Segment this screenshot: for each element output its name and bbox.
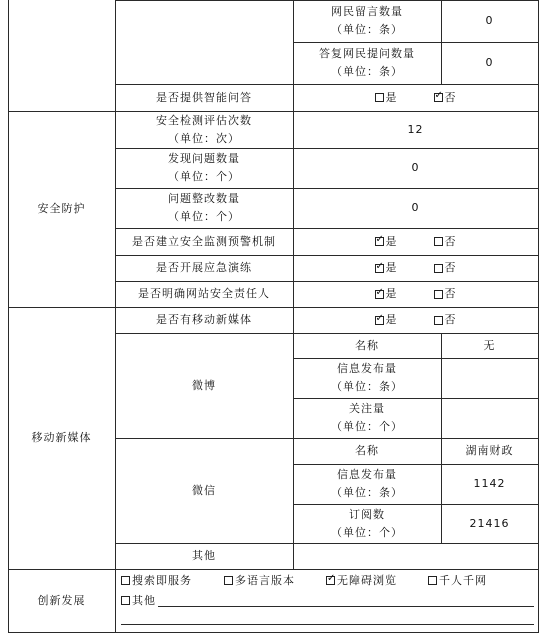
option-other[interactable]: 其他 xyxy=(121,592,156,608)
security-section-title: 安全防护 xyxy=(37,202,86,215)
option-personalized[interactable]: 千人千网 xyxy=(428,572,487,588)
innovation-section-title: 创新发展 xyxy=(37,593,86,607)
checked-checkbox-icon xyxy=(375,237,384,246)
option-search-service[interactable]: 搜索即服务 xyxy=(121,572,192,588)
checkbox-icon xyxy=(224,576,233,585)
drill-yes[interactable]: ✓ 是 xyxy=(375,259,398,277)
assess-label: 安全检测评估次数 （单位：次） xyxy=(156,113,252,145)
weibo-follow-value xyxy=(441,398,538,438)
mobile-other-label: 其他 xyxy=(192,549,216,562)
weibo-posts-label: 信息发布量 （单位：条） xyxy=(331,362,403,393)
comment-count-label: 网民留言数量 （单位：条） xyxy=(331,5,403,36)
checkbox-icon xyxy=(375,93,384,102)
mobile-has-yes[interactable]: ✓ 是 xyxy=(375,311,398,329)
smart-qa-no[interactable]: ✓ 否 xyxy=(434,89,457,107)
wechat-sub-label: 订阅数 （单位：个） xyxy=(331,507,403,539)
owner-options xyxy=(293,281,538,307)
wechat-label: 微信 xyxy=(192,483,216,497)
smart-qa-options xyxy=(293,84,538,111)
wechat-posts-label: 信息发布量 （单位：条） xyxy=(331,468,403,499)
drill-options xyxy=(293,255,538,281)
wechat-posts-value: 1142 xyxy=(473,477,506,490)
checked-checkbox-icon xyxy=(375,316,384,325)
mobile-section-title: 移动新媒体 xyxy=(31,431,92,444)
weibo-posts-value xyxy=(441,358,538,398)
mobile-has-no[interactable]: 否 xyxy=(434,311,457,329)
checked-checkbox-icon xyxy=(434,93,443,102)
checkbox-icon xyxy=(434,316,443,325)
option-accessibility[interactable]: ✓ 无障碍浏览 xyxy=(326,572,397,588)
wechat-name-value: 湖南财政 xyxy=(465,444,514,457)
mobile-has-options xyxy=(293,307,538,333)
warning-label: 是否建立安全监测预警机制 xyxy=(132,234,276,248)
found-label: 发现问题数量 （单位：个） xyxy=(168,152,240,183)
reply-count-value: 0 xyxy=(485,56,494,69)
warning-options xyxy=(293,228,538,255)
weibo-label: 微博 xyxy=(192,378,216,392)
checkbox-icon xyxy=(428,576,437,585)
fixed-label: 问题整改数量 （单位：个） xyxy=(168,192,240,223)
option-multilingual[interactable]: 多语言版本 xyxy=(224,572,295,588)
checkbox-icon xyxy=(434,290,443,299)
checkbox-icon xyxy=(434,237,443,246)
found-value: 0 xyxy=(411,161,420,174)
fixed-value: 0 xyxy=(411,201,420,214)
checkbox-icon xyxy=(121,596,130,605)
warning-no[interactable]: 否 xyxy=(434,233,457,251)
assess-value: 12 xyxy=(407,122,424,136)
reply-count-label: 答复网民提问数量 （单位：条） xyxy=(319,47,415,78)
owner-label: 是否明确网站安全责任人 xyxy=(138,287,270,300)
mobile-has-label: 是否有移动新媒体 xyxy=(156,313,252,326)
owner-no[interactable]: 否 xyxy=(434,285,457,303)
smart-qa-yes[interactable]: 是 xyxy=(375,89,398,107)
weibo-name-label: 名称 xyxy=(355,338,379,352)
weibo-follow-label: 关注量 （单位：个） xyxy=(331,402,403,433)
smart-qa-label: 是否提供智能问答 xyxy=(156,90,252,104)
wechat-name-label: 名称 xyxy=(355,444,379,457)
comment-count-value: 0 xyxy=(485,14,494,27)
other-underline-2 xyxy=(121,624,534,625)
mobile-other-value xyxy=(293,543,538,569)
wechat-sub-value: 21416 xyxy=(469,516,510,530)
checked-checkbox-icon xyxy=(375,290,384,299)
checked-checkbox-icon xyxy=(375,264,384,273)
drill-label: 是否开展应急演练 xyxy=(156,261,252,274)
other-underline xyxy=(158,606,534,607)
drill-no[interactable]: 否 xyxy=(434,259,457,277)
checkbox-icon xyxy=(121,576,130,585)
weibo-name-value: 无 xyxy=(483,338,496,352)
checkbox-icon xyxy=(434,264,443,273)
owner-yes[interactable]: ✓ 是 xyxy=(375,285,398,303)
checked-checkbox-icon xyxy=(326,576,335,585)
warning-yes[interactable]: ✓ 是 xyxy=(375,233,398,251)
